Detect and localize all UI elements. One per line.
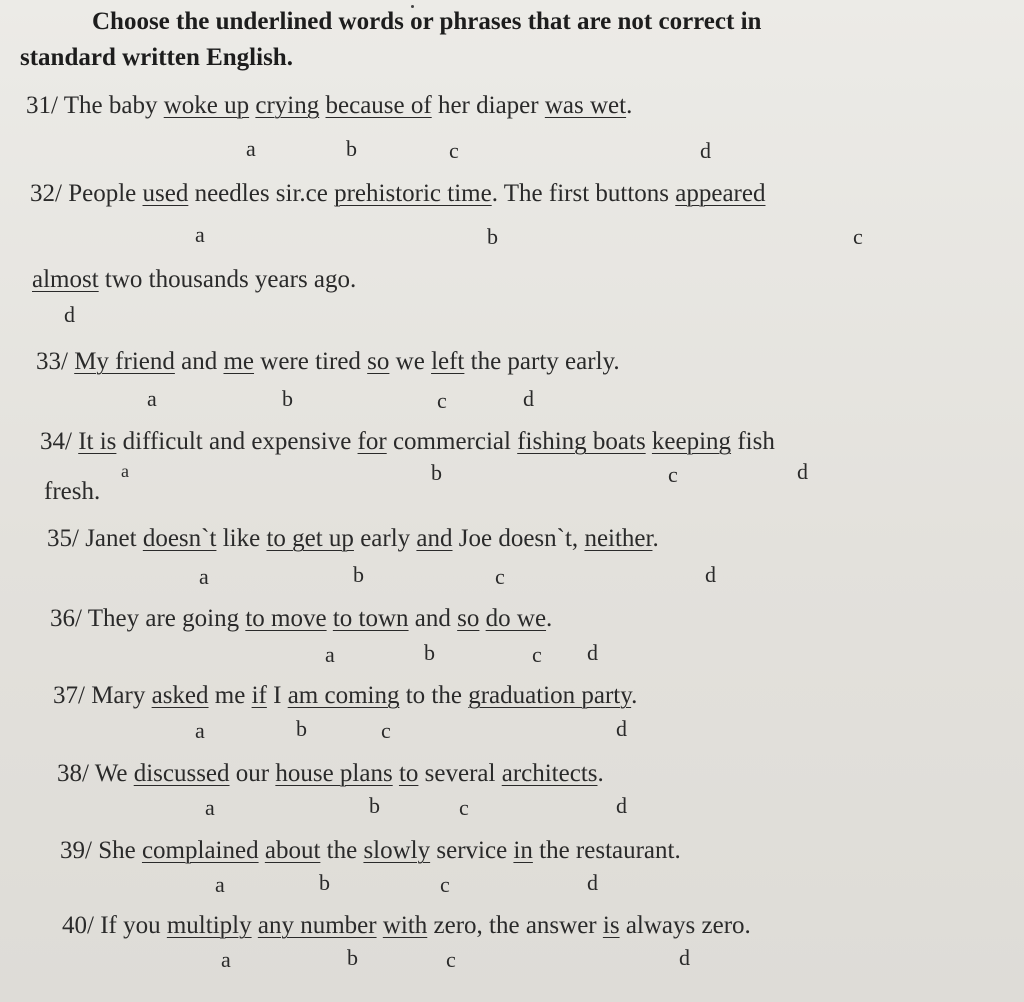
label-b: b bbox=[282, 386, 293, 411]
option-c-text: and bbox=[416, 525, 453, 552]
instructions-line-2: standard written English. bbox=[20, 44, 293, 71]
question-32-continued: almost two thousands years ago. bbox=[32, 266, 357, 293]
label-a: a bbox=[325, 642, 335, 667]
label-a: a bbox=[205, 795, 215, 820]
question-number: 32/ bbox=[30, 180, 69, 207]
label-a: a bbox=[195, 718, 205, 743]
option-d-text: architects bbox=[501, 760, 598, 787]
option-b-text: to get up bbox=[266, 525, 354, 552]
label-b: b bbox=[347, 945, 358, 970]
option-c-text: so bbox=[457, 605, 480, 632]
label-a: a bbox=[246, 136, 256, 161]
question-32: 32/ People used needles sir.ce prehistoric time. The first buttons appeared bbox=[30, 180, 766, 207]
option-a-text: It is bbox=[78, 428, 117, 455]
option-b-text: for bbox=[357, 428, 387, 455]
label-d: d bbox=[587, 870, 598, 895]
question-36: 36/ They are going to move to town and so do we. bbox=[50, 605, 553, 632]
option-c-text: appeared bbox=[675, 180, 766, 207]
option-d-text: is bbox=[602, 912, 620, 939]
label-c: c bbox=[446, 947, 456, 972]
label-c: c bbox=[437, 388, 447, 413]
label-c: c bbox=[440, 872, 450, 897]
label-b: b bbox=[431, 460, 442, 485]
question-40: 40/ If you multiply any number with zero, the answer is always zero. bbox=[62, 912, 751, 939]
label-a: a bbox=[221, 947, 231, 972]
label-c: c bbox=[853, 224, 863, 249]
question-number: 31/ bbox=[26, 92, 64, 119]
label-b: b bbox=[353, 562, 364, 587]
option-a-text: used bbox=[142, 180, 189, 207]
option-b-text: prehistoric time bbox=[334, 180, 492, 207]
option-b-text: crying bbox=[255, 92, 320, 119]
question-number: 40/ bbox=[62, 912, 101, 939]
option-c-text: because of bbox=[325, 92, 432, 119]
label-d: d bbox=[616, 793, 627, 818]
label-c: c bbox=[532, 642, 542, 667]
option-d-text: graduation party bbox=[468, 682, 632, 709]
option-a-text: woke up bbox=[163, 92, 250, 119]
label-d: d bbox=[705, 562, 716, 587]
question-39: 39/ She complained about the slowly service in the restaurant. bbox=[60, 837, 681, 864]
option-c-text: with bbox=[382, 912, 428, 939]
label-d: d bbox=[679, 945, 690, 970]
option-a-text: doesn`t bbox=[142, 525, 217, 552]
label-a: a bbox=[199, 564, 209, 589]
option-c-text: to bbox=[398, 760, 419, 787]
label-d: d bbox=[616, 716, 627, 741]
question-37: 37/ Mary asked me if I am coming to the graduation party. bbox=[53, 682, 638, 709]
instructions-line-1: Choose the underlined words or phrases that are not correct in bbox=[92, 8, 762, 35]
label-d: d bbox=[64, 302, 75, 327]
option-a-text: complained bbox=[141, 837, 259, 864]
question-33: 33/ My friend and me were tired so we left the party early. bbox=[36, 348, 620, 375]
option-d-text: in bbox=[513, 837, 533, 864]
label-a: a bbox=[215, 872, 225, 897]
option-d-text: keeping bbox=[651, 428, 732, 455]
question-number: 39/ bbox=[60, 837, 99, 864]
option-b-text: any number bbox=[257, 912, 377, 939]
option-a-text: discussed bbox=[133, 760, 230, 787]
option-d-text: almost bbox=[32, 266, 99, 293]
label-c: c bbox=[495, 564, 505, 589]
option-a-text: multiply bbox=[166, 912, 252, 939]
option-d-text: neither bbox=[584, 525, 653, 552]
option-b-text: if bbox=[251, 682, 267, 709]
option-d-text: left bbox=[431, 348, 465, 375]
question-number: 33/ bbox=[36, 348, 75, 375]
option-a-text: asked bbox=[151, 682, 209, 709]
label-a: a bbox=[147, 386, 157, 411]
question-number: 38/ bbox=[57, 760, 95, 787]
label-c: c bbox=[668, 462, 678, 487]
option-d-text: do we bbox=[485, 605, 547, 632]
option-c-text: am coming bbox=[287, 682, 400, 709]
option-c-text: slowly bbox=[363, 837, 431, 864]
option-c-text: fishing boats bbox=[517, 428, 646, 455]
option-d-text: was wet bbox=[544, 92, 627, 119]
question-38: 38/ We discussed our house plans to several architects. bbox=[57, 760, 604, 787]
label-a: a bbox=[195, 222, 205, 247]
label-b: b bbox=[296, 716, 307, 741]
option-b-text: about bbox=[264, 837, 321, 864]
label-a: a bbox=[121, 461, 129, 481]
option-a-text: to move bbox=[245, 605, 327, 632]
instructions-heading bbox=[20, 4, 1010, 76]
option-b-text: house plans bbox=[275, 760, 393, 787]
option-b-text: to town bbox=[332, 605, 409, 632]
question-number: 34/ bbox=[40, 428, 79, 455]
label-d: d bbox=[797, 459, 808, 484]
question-number: 36/ bbox=[50, 605, 88, 632]
question-number: 37/ bbox=[53, 682, 92, 709]
label-b: b bbox=[487, 224, 498, 249]
question-35: 35/ Janet doesn`t like to get up early and Joe doesn`t, neither. bbox=[47, 525, 659, 552]
label-c: c bbox=[449, 138, 459, 163]
label-b: b bbox=[346, 136, 357, 161]
option-b-text: me bbox=[223, 348, 255, 375]
option-c-text: so bbox=[367, 348, 390, 375]
label-b: b bbox=[319, 870, 330, 895]
question-34: 34/ It is difficult and expensive for commercial fishing boats keeping fish bbox=[40, 428, 775, 455]
question-31: 31/ The baby woke up crying because of her diaper was wet. bbox=[26, 92, 633, 119]
label-d: d bbox=[700, 138, 711, 163]
label-c: c bbox=[459, 795, 469, 820]
label-d: d bbox=[523, 386, 534, 411]
question-number: 35/ bbox=[47, 525, 86, 552]
option-a-text: My friend bbox=[74, 348, 175, 375]
label-b: b bbox=[369, 793, 380, 818]
label-b: b bbox=[424, 640, 435, 665]
label-c: c bbox=[381, 718, 391, 743]
question-34-continued: fresh. bbox=[44, 478, 101, 505]
label-d: d bbox=[587, 640, 598, 665]
